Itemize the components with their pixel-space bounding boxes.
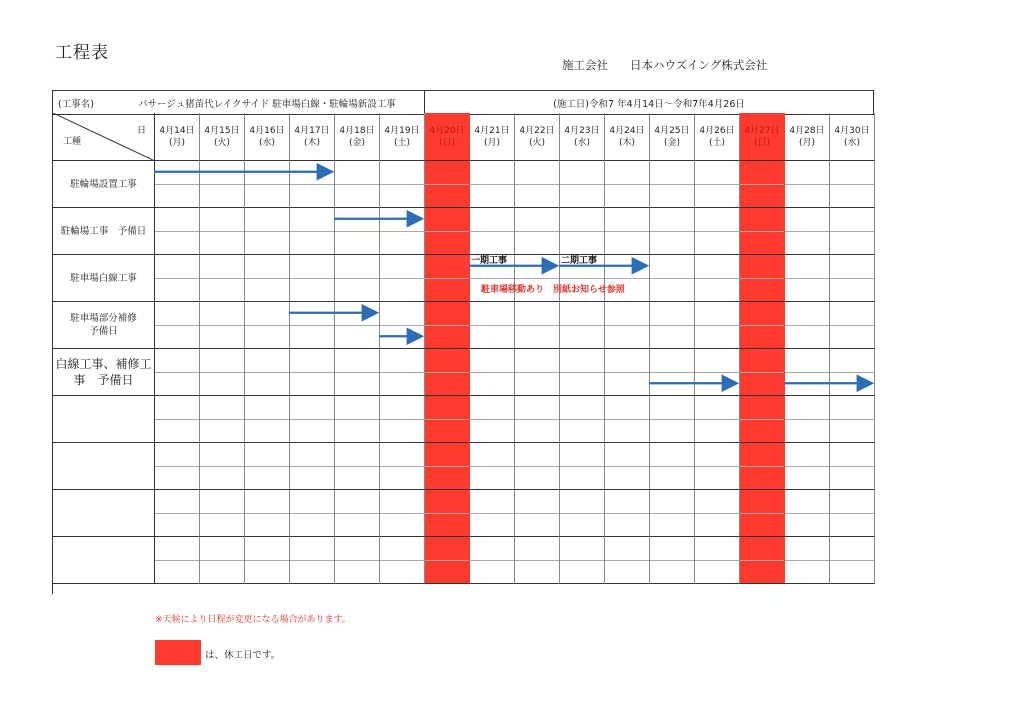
- schedule-cell: [785, 490, 830, 537]
- schedule-cell: [245, 302, 290, 349]
- schedule-cell: [425, 302, 470, 349]
- schedule-cell: [650, 255, 695, 302]
- schedule-cell: [560, 490, 605, 537]
- schedule-cell: [200, 537, 245, 584]
- schedule-cell: [245, 537, 290, 584]
- schedule-cell: [425, 349, 470, 396]
- schedule-cell: [605, 208, 650, 255]
- schedule-cell: [650, 208, 695, 255]
- schedule-cell: [650, 349, 695, 396]
- task-name-cell: [53, 537, 155, 584]
- phase-label: 一期工事: [471, 255, 508, 266]
- schedule-cell: [515, 443, 560, 490]
- schedule-cell: [605, 443, 650, 490]
- schedule-cell: [515, 396, 560, 443]
- date-label: 4月19日: [384, 125, 420, 136]
- schedule-cell: [245, 161, 290, 208]
- contractor-info: [562, 57, 767, 73]
- schedule-cell: [605, 161, 650, 208]
- schedule-cell: [155, 443, 200, 490]
- weekday-label: (土): [708, 137, 726, 148]
- schedule-cell: [335, 255, 380, 302]
- date-label: 4月26日: [699, 125, 735, 136]
- date-header: [515, 113, 560, 161]
- schedule-cell: [515, 537, 560, 584]
- schedule-cell: [245, 208, 290, 255]
- schedule-cell: [200, 490, 245, 537]
- project-period: (施工日)令和7 年4月14日～令和7年4月26日: [553, 98, 745, 110]
- schedule-cell: [425, 255, 470, 302]
- task-name-cell: [53, 490, 155, 537]
- schedule-cell: [380, 537, 425, 584]
- date-label: 4月16日: [249, 125, 285, 136]
- schedule-cell: [155, 302, 200, 349]
- schedule-cell: [695, 255, 740, 302]
- schedule-cell: [740, 161, 785, 208]
- schedule-cell: [830, 537, 875, 584]
- schedule-cell: [695, 349, 740, 396]
- weekday-label: (水): [258, 137, 276, 148]
- date-label: 4月24日: [609, 125, 645, 136]
- task-name: 駐輪場工事 予備日: [60, 225, 147, 237]
- schedule-cell: [425, 208, 470, 255]
- schedule-cell: [830, 443, 875, 490]
- schedule-cell: [245, 349, 290, 396]
- schedule-cell: [335, 161, 380, 208]
- schedule-cell: [335, 208, 380, 255]
- project-name-cell: [53, 91, 425, 114]
- weekday-label: (月): [798, 137, 816, 148]
- schedule-cell: [200, 443, 245, 490]
- schedule-cell: [740, 537, 785, 584]
- date-header: [740, 113, 785, 161]
- schedule-cell: [470, 396, 515, 443]
- schedule-cell: [335, 349, 380, 396]
- schedule-cell: [695, 490, 740, 537]
- schedule-cell: [470, 490, 515, 537]
- weekday-label: (日): [753, 137, 771, 148]
- schedule-cell: [380, 161, 425, 208]
- weekday-label: (金): [348, 137, 366, 148]
- schedule-cell: [830, 349, 875, 396]
- schedule-cell: [290, 302, 335, 349]
- schedule-cell: [380, 255, 425, 302]
- task-name-cell: [53, 255, 155, 302]
- date-label: 4月14日: [159, 125, 195, 136]
- schedule-grid: [52, 113, 874, 594]
- schedule-cell: [695, 537, 740, 584]
- schedule-cell: [425, 537, 470, 584]
- weekday-label: (木): [618, 137, 636, 148]
- schedule-cell: [650, 537, 695, 584]
- header-kind-label: 工種: [63, 137, 82, 147]
- schedule-cell: [560, 208, 605, 255]
- weekday-label: (木): [303, 137, 321, 148]
- schedule-cell: [605, 490, 650, 537]
- schedule-cell: [425, 396, 470, 443]
- schedule-cell: [155, 490, 200, 537]
- date-header: [200, 113, 245, 161]
- schedule-cell: [200, 161, 245, 208]
- task-name: 白線工事、補修工 事 予備日: [55, 357, 152, 387]
- schedule-cell: [515, 208, 560, 255]
- schedule-cell: [740, 302, 785, 349]
- schedule-cell: [560, 443, 605, 490]
- holiday-legend-swatch: [155, 640, 201, 665]
- schedule-cell: [605, 302, 650, 349]
- schedule-cell: [290, 537, 335, 584]
- schedule-cell: [830, 161, 875, 208]
- schedule-cell: [155, 537, 200, 584]
- schedule-cell: [560, 537, 605, 584]
- date-label: 4月17日: [294, 125, 330, 136]
- holiday-legend-text: は、休工日です。: [205, 650, 281, 661]
- schedule-cell: [830, 208, 875, 255]
- weekday-label: (土): [393, 137, 411, 148]
- date-header: [245, 113, 290, 161]
- task-name-cell: [53, 208, 155, 255]
- date-header: [380, 113, 425, 161]
- schedule-cell: [740, 208, 785, 255]
- schedule-cell: [245, 490, 290, 537]
- schedule-cell: [335, 302, 380, 349]
- date-label: 4月18日: [339, 125, 375, 136]
- task-name-cell: [53, 443, 155, 490]
- weather-note: ※天候により日程が変更になる場合があります。: [155, 615, 351, 625]
- schedule-cell: [200, 208, 245, 255]
- date-label: 4月30日: [834, 125, 870, 136]
- date-label: 4月28日: [789, 125, 825, 136]
- schedule-cell: [335, 490, 380, 537]
- project-period-cell: [425, 91, 873, 114]
- schedule-cell: [785, 208, 830, 255]
- weekday-label: (水): [573, 137, 591, 148]
- parking-move-note: 駐車場移動あり 別紙お知らせ参照: [481, 285, 625, 296]
- date-label: 4月25日: [654, 125, 690, 136]
- schedule-cell: [290, 396, 335, 443]
- schedule-cell: [605, 349, 650, 396]
- schedule-cell: [740, 490, 785, 537]
- schedule-cell: [785, 349, 830, 396]
- schedule-cell: [380, 208, 425, 255]
- header-day-label: 日: [136, 126, 146, 136]
- schedule-cell: [515, 161, 560, 208]
- schedule-cell: [470, 537, 515, 584]
- date-header: [155, 113, 200, 161]
- schedule-cell: [605, 537, 650, 584]
- schedule-cell: [560, 161, 605, 208]
- schedule-cell: [200, 255, 245, 302]
- schedule-cell: [380, 396, 425, 443]
- schedule-cell: [155, 161, 200, 208]
- schedule-cell: [515, 490, 560, 537]
- schedule-cell: [830, 490, 875, 537]
- schedule-cell: [380, 490, 425, 537]
- schedule-cell: [470, 302, 515, 349]
- weekday-label: (水): [843, 137, 861, 148]
- date-label: 4月20日: [429, 125, 465, 136]
- schedule-cell: [470, 349, 515, 396]
- schedule-cell: [245, 396, 290, 443]
- schedule-cell: [650, 161, 695, 208]
- schedule-cell: [155, 396, 200, 443]
- date-header: [425, 113, 470, 161]
- project-label: (工事名): [58, 98, 94, 110]
- schedule-cell: [695, 208, 740, 255]
- schedule-cell: [515, 302, 560, 349]
- schedule-cell: [560, 349, 605, 396]
- schedule-cell: [650, 490, 695, 537]
- date-header: [830, 113, 875, 161]
- page-title: 工程表: [55, 43, 109, 63]
- contractor-label: 施工会社: [562, 58, 608, 72]
- schedule-cell: [200, 396, 245, 443]
- schedule-cell: [335, 443, 380, 490]
- task-name: 駐車場白線工事: [70, 272, 137, 284]
- schedule-cell: [290, 490, 335, 537]
- schedule-cell: [245, 255, 290, 302]
- schedule-cell: [740, 255, 785, 302]
- schedule-cell: [290, 161, 335, 208]
- schedule-cell: [785, 161, 830, 208]
- date-label: 4月21日: [474, 125, 510, 136]
- schedule-cell: [335, 537, 380, 584]
- schedule-cell: [695, 161, 740, 208]
- weekday-label: (月): [168, 137, 186, 148]
- schedule-cell: [740, 349, 785, 396]
- schedule-cell: [650, 302, 695, 349]
- date-header: [695, 113, 740, 161]
- project-info-row: [52, 90, 874, 115]
- weekday-label: (火): [528, 137, 546, 148]
- date-label: 4月15日: [204, 125, 240, 136]
- schedule-cell: [200, 349, 245, 396]
- schedule-cell: [560, 302, 605, 349]
- schedule-cell: [650, 443, 695, 490]
- task-name: 駐車場部分補修 予備日: [70, 313, 137, 337]
- schedule-cell: [290, 208, 335, 255]
- date-header: [650, 113, 695, 161]
- schedule-cell: [830, 396, 875, 443]
- schedule-cell: [470, 208, 515, 255]
- schedule-cell: [155, 208, 200, 255]
- schedule-cell: [380, 302, 425, 349]
- schedule-cell: [785, 302, 830, 349]
- task-name-cell: [53, 396, 155, 443]
- schedule-cell: [695, 302, 740, 349]
- task-name-cell: [53, 161, 155, 208]
- contractor-name: 日本ハウズイング株式会社: [630, 58, 768, 72]
- schedule-cell: [560, 396, 605, 443]
- schedule-cell: [200, 302, 245, 349]
- schedule-cell: [335, 396, 380, 443]
- date-header: [290, 113, 335, 161]
- weekday-label: (火): [213, 137, 231, 148]
- schedule-cell: [785, 537, 830, 584]
- schedule-cell: [695, 443, 740, 490]
- schedule-sheet: [52, 90, 874, 594]
- schedule-cell: [830, 302, 875, 349]
- schedule-cell: [380, 443, 425, 490]
- date-header: [470, 113, 515, 161]
- schedule-cell: [470, 443, 515, 490]
- schedule-cell: [290, 255, 335, 302]
- weekday-label: (日): [438, 137, 456, 148]
- date-header: [605, 113, 650, 161]
- schedule-cell: [425, 490, 470, 537]
- date-header: [785, 113, 830, 161]
- date-header: [560, 113, 605, 161]
- schedule-cell: [380, 349, 425, 396]
- schedule-cell: [740, 396, 785, 443]
- schedule-cell: [605, 396, 650, 443]
- date-label: 4月22日: [519, 125, 555, 136]
- date-label: 4月27日: [744, 125, 780, 136]
- schedule-cell: [515, 349, 560, 396]
- schedule-cell: [155, 255, 200, 302]
- phase-label: 二期工事: [561, 255, 598, 266]
- schedule-cell: [650, 396, 695, 443]
- weekday-label: (金): [663, 137, 681, 148]
- project-name: パサージュ猪苗代レイクサイド 駐車場白線・駐輪場新設工事: [138, 98, 396, 110]
- schedule-cell: [470, 161, 515, 208]
- date-header: [335, 113, 380, 161]
- schedule-cell: [290, 349, 335, 396]
- task-name-cell: [53, 349, 155, 396]
- header-corner: [53, 113, 155, 161]
- schedule-cell: [425, 161, 470, 208]
- date-label: 4月23日: [564, 125, 600, 136]
- weekday-label: (月): [483, 137, 501, 148]
- schedule-cell: [785, 255, 830, 302]
- schedule-cell: [245, 443, 290, 490]
- schedule-cell: [290, 443, 335, 490]
- schedule-cell: [785, 443, 830, 490]
- task-name-cell: [53, 302, 155, 349]
- schedule-cell: [155, 349, 200, 396]
- schedule-cell: [830, 255, 875, 302]
- schedule-cell: [695, 396, 740, 443]
- schedule-cell: [425, 443, 470, 490]
- schedule-cell: [740, 443, 785, 490]
- task-name: 駐輪場設置工事: [70, 178, 137, 190]
- schedule-cell: [785, 396, 830, 443]
